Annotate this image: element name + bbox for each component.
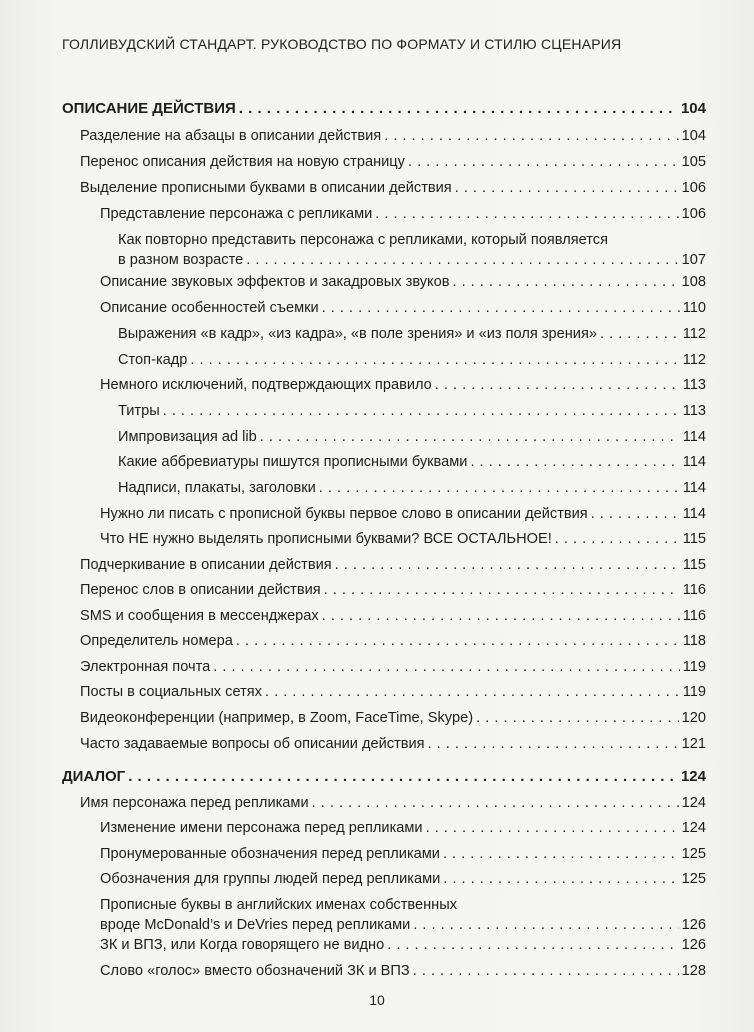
toc-entry	[118, 478, 706, 498]
toc-entry	[100, 935, 706, 955]
dot-leader	[319, 478, 680, 498]
toc-entry-page: 112	[682, 326, 706, 342]
toc-entry-page: 115	[682, 557, 706, 573]
toc-entry-title: Выделение прописными буквами в описании действия	[80, 180, 452, 196]
toc-entry-page: 104	[680, 100, 706, 117]
toc-entry-title: Как повторно представить персонажа с репликами, который появляется	[118, 232, 608, 248]
dot-leader	[408, 152, 679, 172]
toc-entry-title: вроде McDonald’s и DeVries перед репликами	[100, 917, 411, 933]
toc-entry-page: 124	[681, 820, 706, 836]
dot-leader	[428, 734, 679, 754]
toc-entry	[100, 529, 706, 549]
dot-leader	[236, 631, 680, 651]
toc-entry-page: 112	[682, 352, 706, 368]
toc-entry-page: 125	[681, 871, 706, 887]
toc-entry-page: 113	[682, 403, 706, 419]
toc-entry-page: 110	[682, 300, 706, 316]
dot-leader	[413, 961, 679, 981]
toc-entry-title: Выражения «в кадр», «из кадра», «в поле зрения» и «из поля зрения»	[118, 326, 597, 342]
toc-entry-title: ДИАЛОГ	[62, 768, 126, 785]
dot-leader	[246, 250, 678, 270]
toc-entry-title: Надписи, плакаты, заголовки	[118, 480, 316, 496]
dot-leader	[470, 452, 679, 472]
toc-entry	[118, 230, 706, 270]
toc-entry	[118, 452, 706, 472]
toc-entry	[100, 298, 706, 318]
toc-entry	[80, 178, 706, 198]
toc-entry	[80, 708, 706, 728]
toc-entry	[100, 895, 706, 935]
toc-entry-title: Видеоконференции (например, в Zoom, FaceTime, Skype)	[80, 710, 474, 726]
dot-leader	[335, 555, 680, 575]
toc-entry	[80, 734, 706, 754]
toc-entry-title: Пронумерованные обозначения перед репликами	[100, 846, 440, 862]
dot-leader	[260, 427, 680, 447]
toc-entry-page: 126	[681, 937, 706, 953]
toc-entry-title: Изменение имени персонажа перед репликами	[100, 820, 423, 836]
running-head: ГОЛЛИВУДСКИЙ СТАНДАРТ. РУКОВОДСТВО ПО ФОРМАТУ И СТИЛЮ СЦЕНАРИЯ	[62, 36, 622, 52]
dot-leader	[476, 708, 678, 728]
toc-entry-page: 104	[681, 128, 706, 144]
toc-entry-page: 114	[682, 506, 706, 522]
toc-section-heading	[62, 767, 706, 787]
toc-entry-title: Имя персонажа перед репликами	[80, 795, 309, 811]
toc-entry-page: 125	[681, 846, 706, 862]
dot-leader	[452, 272, 678, 292]
toc-entry-title: Разделение на абзацы в описании действия	[80, 128, 382, 144]
toc-entry-title: Импровизация ad lib	[118, 429, 257, 445]
toc-entry	[80, 793, 706, 813]
toc-entry-page: 115	[682, 531, 706, 547]
toc-entry-page: 113	[682, 377, 706, 393]
dot-leader	[455, 178, 679, 198]
toc-section-heading	[62, 99, 706, 119]
toc-entry-title: Что НЕ нужно выделять прописными буквами? ВСЕ ОСТАЛЬНОЕ!	[100, 531, 552, 547]
dot-leader	[324, 580, 680, 600]
toc-entry	[80, 126, 706, 146]
toc-entry	[100, 375, 706, 395]
toc-entry-title: Электронная почта	[80, 659, 211, 675]
toc-entry-title: Слово «голос» вместо обозначений ЗК и ВПЗ	[100, 963, 410, 979]
dot-leader	[387, 935, 678, 955]
toc-entry-title: в разном возрасте	[118, 252, 244, 268]
toc-entry-title: Обозначения для группы людей перед репликами	[100, 871, 441, 887]
toc-entry-title: Часто задаваемые вопросы об описании действия	[80, 736, 425, 752]
dot-leader	[600, 324, 680, 344]
toc-entry-page: 124	[680, 768, 706, 785]
dot-leader	[591, 504, 680, 524]
dot-leader	[322, 298, 680, 318]
dot-leader	[239, 99, 678, 119]
toc-entry	[118, 324, 706, 344]
dot-leader	[426, 818, 679, 838]
toc-entry	[100, 504, 706, 524]
toc-entry-title: Нужно ли писать с прописной буквы первое слово в описании действия	[100, 506, 588, 522]
toc-entry-title: Титры	[118, 403, 160, 419]
dot-leader	[312, 793, 679, 813]
toc-entry-title: Стоп-кадр	[118, 352, 188, 368]
toc-entry	[118, 427, 706, 447]
toc-entry	[80, 631, 706, 651]
toc-entry-title: ОПИСАНИЕ ДЕЙСТВИЯ	[62, 100, 236, 117]
toc-entry-page: 119	[682, 659, 706, 675]
toc-entry-page: 124	[681, 795, 706, 811]
toc-entry	[100, 844, 706, 864]
toc-entry-page: 107	[681, 252, 706, 268]
toc-entry-title: Определитель номера	[80, 633, 233, 649]
toc-entry	[118, 401, 706, 421]
toc-entry-page: 116	[682, 582, 706, 598]
dot-leader	[413, 915, 678, 935]
toc-entry-title: Прописные буквы в английских именах собственных	[100, 897, 457, 913]
dot-leader	[443, 844, 679, 864]
toc-entry-page: 120	[681, 710, 706, 726]
dot-leader	[322, 606, 680, 626]
toc-entry-page: 114	[682, 454, 706, 470]
toc-entry-page: 118	[682, 633, 706, 649]
dot-leader	[128, 767, 678, 787]
toc-entry	[100, 869, 706, 889]
toc-entry	[80, 682, 706, 702]
dot-leader	[555, 529, 680, 549]
toc-entry	[80, 606, 706, 626]
toc-entry	[100, 961, 706, 981]
toc-entry-title: Перенос описания действия на новую страницу	[80, 154, 405, 170]
toc-entry-page: 128	[681, 963, 706, 979]
toc-entry-page: 114	[682, 429, 706, 445]
toc-entry	[80, 580, 706, 600]
toc-entry	[100, 818, 706, 838]
dot-leader	[265, 682, 680, 702]
toc-entry-title: SMS и сообщения в мессенджерах	[80, 608, 319, 624]
dot-leader	[375, 204, 678, 224]
toc-entry	[80, 152, 706, 172]
toc-entry	[100, 272, 706, 292]
toc-entry-title: Посты в социальных сетях	[80, 684, 262, 700]
toc-entry-page: 108	[681, 274, 706, 290]
toc-entry	[118, 350, 706, 370]
toc-entry-page: 116	[682, 608, 706, 624]
dot-leader	[163, 401, 680, 421]
dot-leader	[384, 126, 678, 146]
toc-entry-page: 106	[681, 206, 706, 222]
toc-entry-page: 121	[681, 736, 706, 752]
toc-entry-title: Описание звуковых эффектов и закадровых звуков	[100, 274, 450, 290]
toc-entry-page: 126	[681, 917, 706, 933]
toc-entry-page: 105	[681, 154, 706, 170]
toc-entry-title: Подчеркивание в описании действия	[80, 557, 332, 573]
toc-entry-title: Перенос слов в описании действия	[80, 582, 321, 598]
toc-entry-title: Представление персонажа с репликами	[100, 206, 373, 222]
toc-entry	[80, 657, 706, 677]
toc-entry-title: Немного исключений, подтверждающих правило	[100, 377, 432, 393]
dot-leader	[190, 350, 679, 370]
toc-entry-page: 114	[682, 480, 706, 496]
dot-leader	[443, 869, 678, 889]
toc-entry-title: Какие аббревиатуры пишутся прописными буквами	[118, 454, 468, 470]
dot-leader	[213, 657, 680, 677]
toc-entry	[80, 555, 706, 575]
toc-entry-page: 106	[681, 180, 706, 196]
toc-entry-title: Описание особенностей съемки	[100, 300, 319, 316]
toc-entry-page: 119	[682, 684, 706, 700]
page-number: 10	[369, 992, 385, 1008]
toc-entry-title: ЗК и ВПЗ, или Когда говорящего не видно	[100, 937, 385, 953]
dot-leader	[435, 375, 680, 395]
toc-entry	[100, 204, 706, 224]
